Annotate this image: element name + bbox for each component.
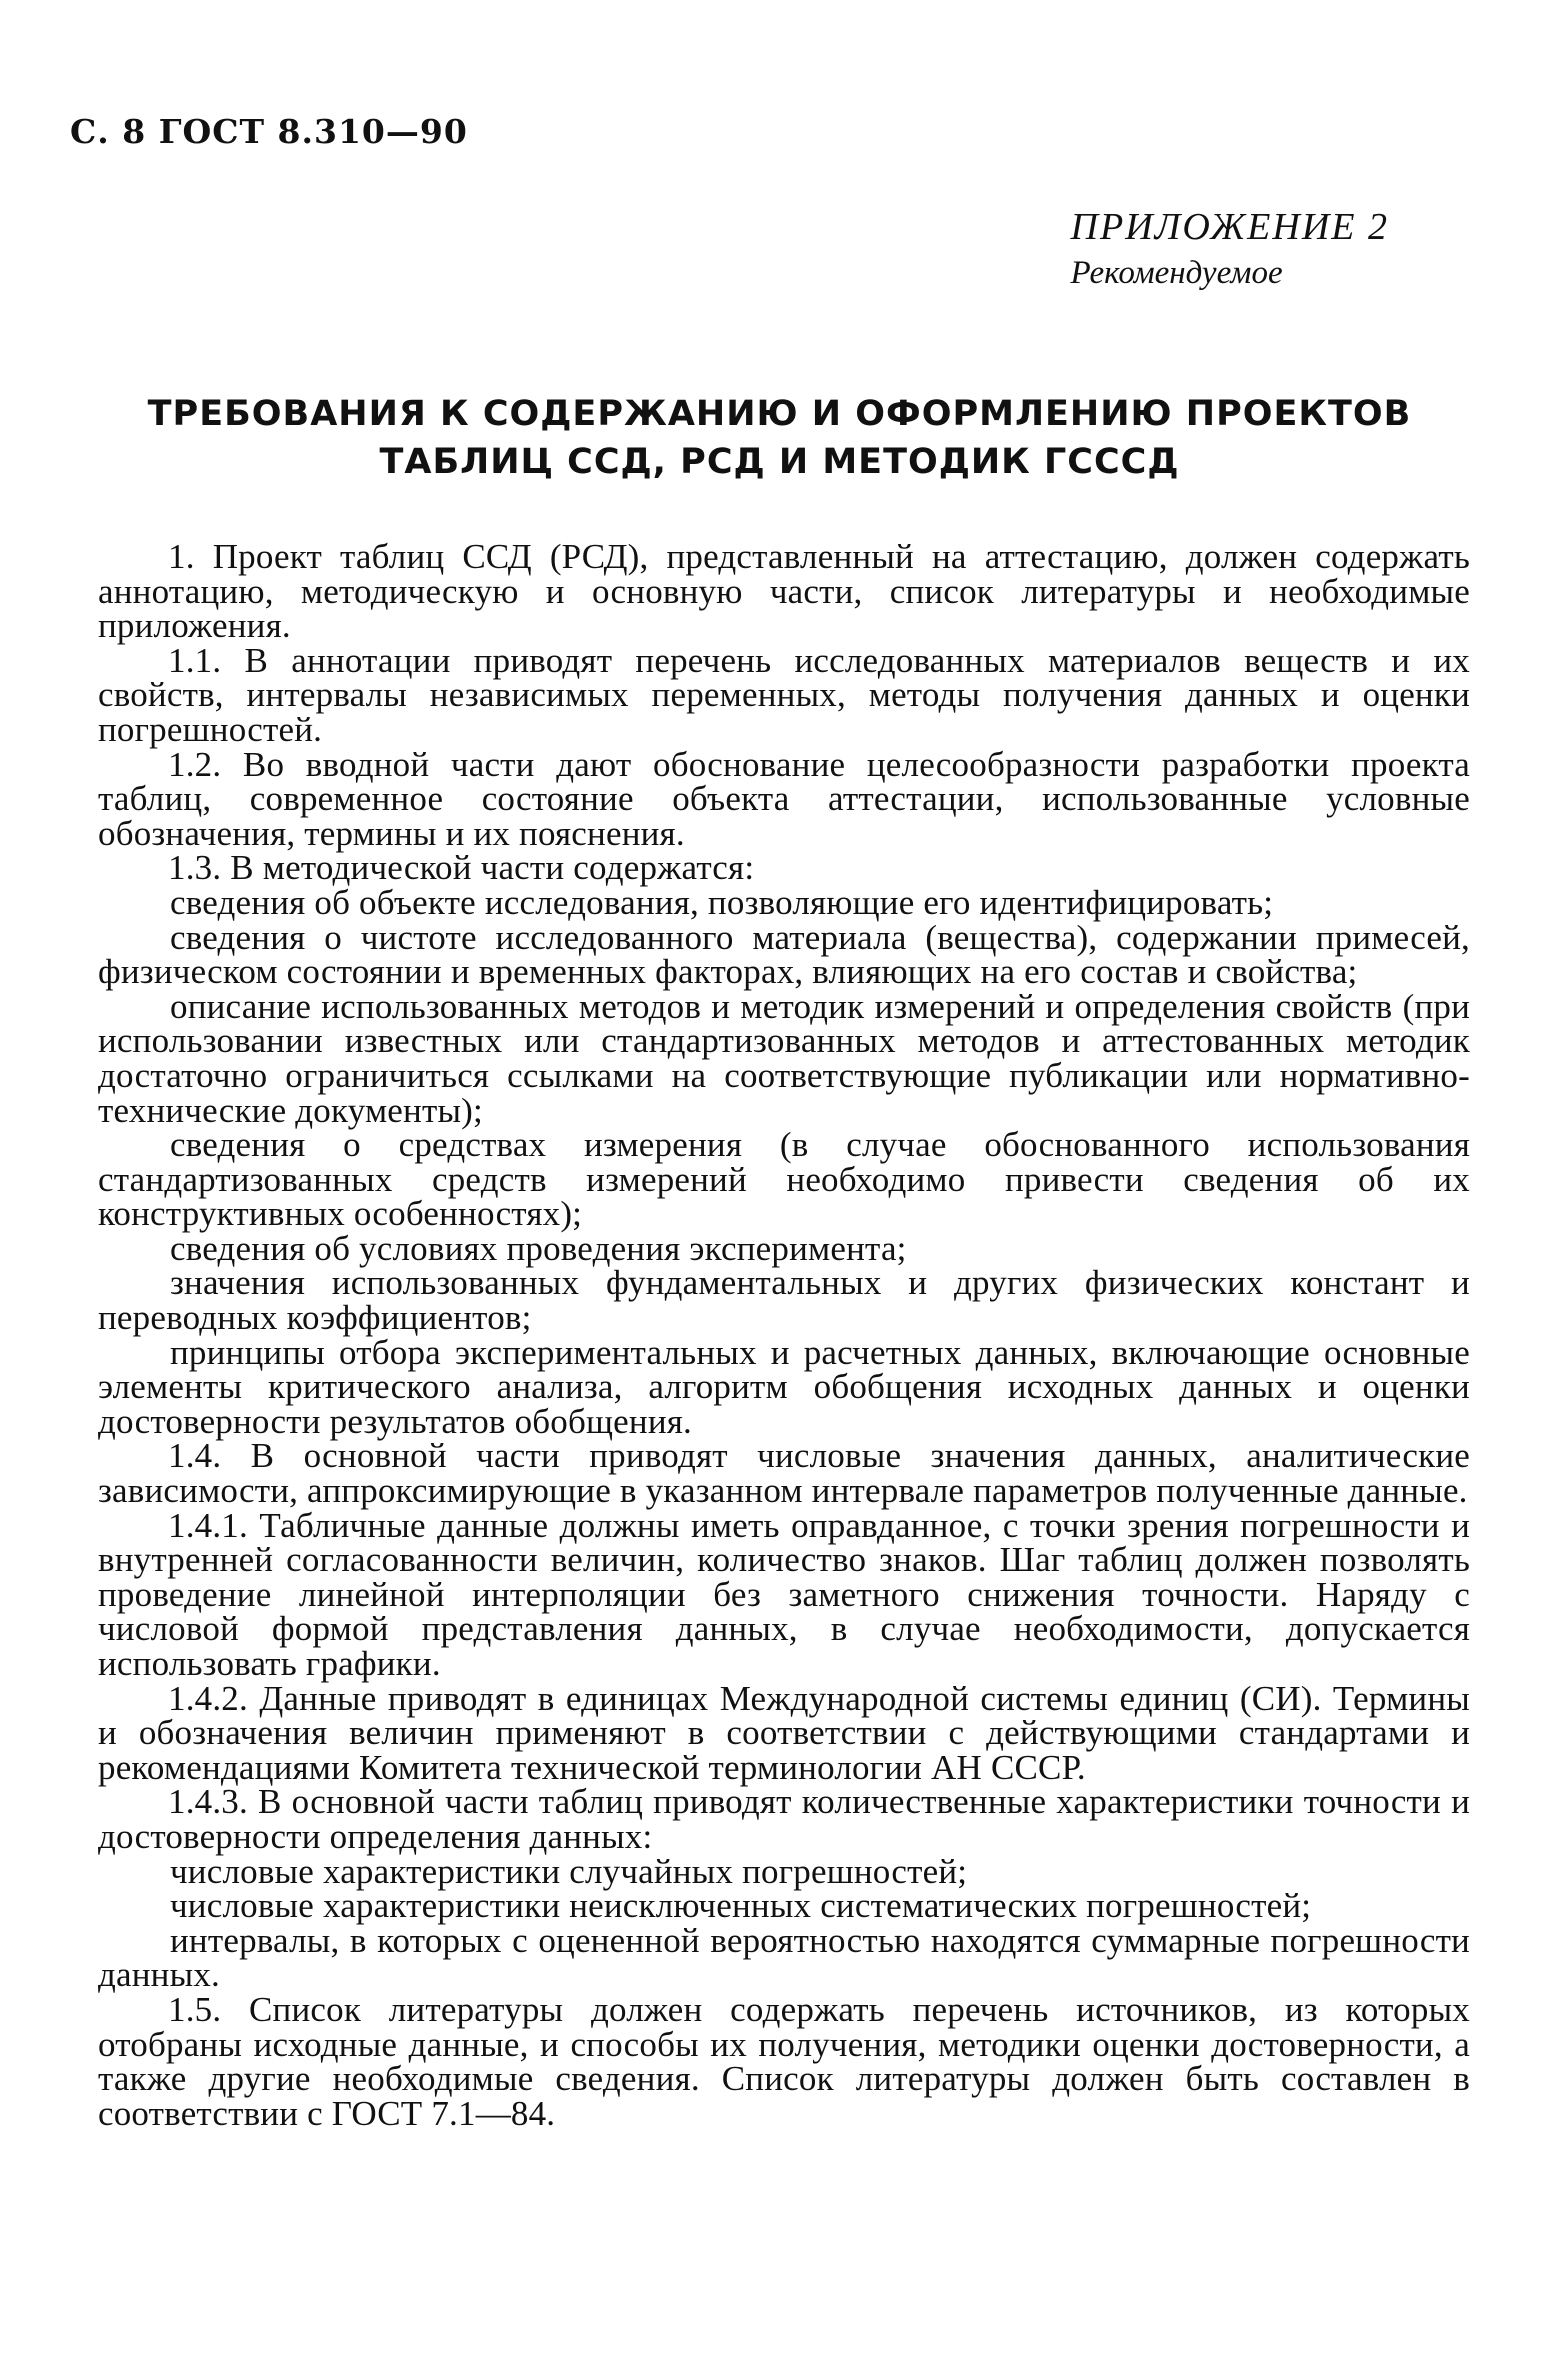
- paragraph: 1.4.3. В основной части таблиц приводят количественные характеристики точности и достоверности определения данных:: [98, 1782, 1470, 1856]
- appendix-kind: Рекомендуемое: [1070, 255, 1283, 291]
- list-item: сведения о средствах измерения (в случае обоснованного использования стандартизованных средств измерений необходимо привести сведения об их конструктивных особенностях);: [98, 1125, 1470, 1234]
- list-item: числовые характеристики неисключенных систематических погрешностей;: [170, 1886, 1312, 1926]
- document-title: [100, 390, 1459, 486]
- page-header: С. 8 ГОСТ 8.310—90: [70, 112, 468, 151]
- paragraph: 1.2. Во вводной части дают обоснование целесообразности разработки проекта таблиц, современное состояние объекта аттестации, использованные условные обозначения, термины и их пояснения.: [98, 744, 1470, 853]
- paragraph: 1.4.2. Данные приводят в единицах Международной системы единиц (СИ). Термины и обозначения величин применяют в соответствии с действующими стандартами и рекомендациями Комитета технической терминологии АН СССР.: [98, 1678, 1470, 1787]
- paragraph: 1.3. В методической части содержатся:: [168, 848, 755, 888]
- document-body: [98, 537, 1470, 2133]
- list-item: принципы отбора экспериментальных и расчетных данных, включающие основные элементы критического анализа, алгоритм обобщения исходных данных и оценки достоверности результатов обобщения.: [98, 1332, 1470, 1441]
- list-item: сведения об объекте исследования, позволяющие его идентифицировать;: [170, 882, 1274, 922]
- appendix-label: [1071, 205, 1389, 292]
- paragraph: 1. Проект таблиц ССД (РСД), представленный на аттестацию, должен содержать аннотацию, методическую и основную части, список литературы и необходимые приложения.: [98, 537, 1470, 646]
- paragraph: 1.4.1. Табличные данные должны иметь оправданное, с точки зрения погрешности и внутренней согласованности величин, количество знаков. Шаг таблиц должен позволять проведение линейной интерполяции без заметного снижения точности. Наряду с числовой формой представления данных, в случае необходимости, допускается использовать графики.: [98, 1505, 1470, 1683]
- list-item: значения использованных фундаментальных и других физических констант и переводных коэффициентов;: [98, 1263, 1470, 1338]
- title-line: ТАБЛИЦ ССД, РСД И МЕТОДИК ГСССД: [379, 442, 1180, 482]
- paragraph: 1.5. Список литературы должен содержать перечень источников, из которых отобраны исходные данные, и способы их получения, методики оценки достоверности, а также другие необходимые сведения. Список литературы должен быть составлен в соответствии с ГОСТ 7.1—84.: [98, 1989, 1470, 2133]
- paragraph: 1.1. В аннотации приводят перечень исследованных материалов веществ и их свойств, интервалы независимых переменных, методы получения данных и оценки погрешностей.: [98, 640, 1470, 749]
- list-item: числовые характеристики случайных погрешностей;: [170, 1851, 968, 1891]
- list-item: интервалы, в которых с оцененной вероятностью находятся суммарные погрешности данных.: [98, 1920, 1470, 1995]
- list-item: сведения об условиях проведения эксперимента;: [170, 1228, 907, 1268]
- paragraph: 1.4. В основной части приводят числовые значения данных, аналитические зависимости, аппроксимирующие в указанном интервале параметров полученные данные.: [98, 1436, 1470, 1511]
- appendix-number: ПРИЛОЖЕНИЕ 2: [1070, 206, 1389, 248]
- list-item: описание использованных методов и методик измерений и определения свойств (при использовании известных или стандартизованных методов и аттестованных методик достаточно ограничиться ссылками на соответствующие публикации или нормативно-технические документы);: [98, 986, 1470, 1130]
- title-line: ТРЕБОВАНИЯ К СОДЕРЖАНИЮ И ОФОРМЛЕНИЮ ПРОЕКТОВ: [147, 394, 1412, 434]
- list-item: сведения о чистоте исследованного материала (вещества), содержании примесей, физическом состоянии и временных факторах, влияющих на его состав и свойства;: [98, 917, 1470, 992]
